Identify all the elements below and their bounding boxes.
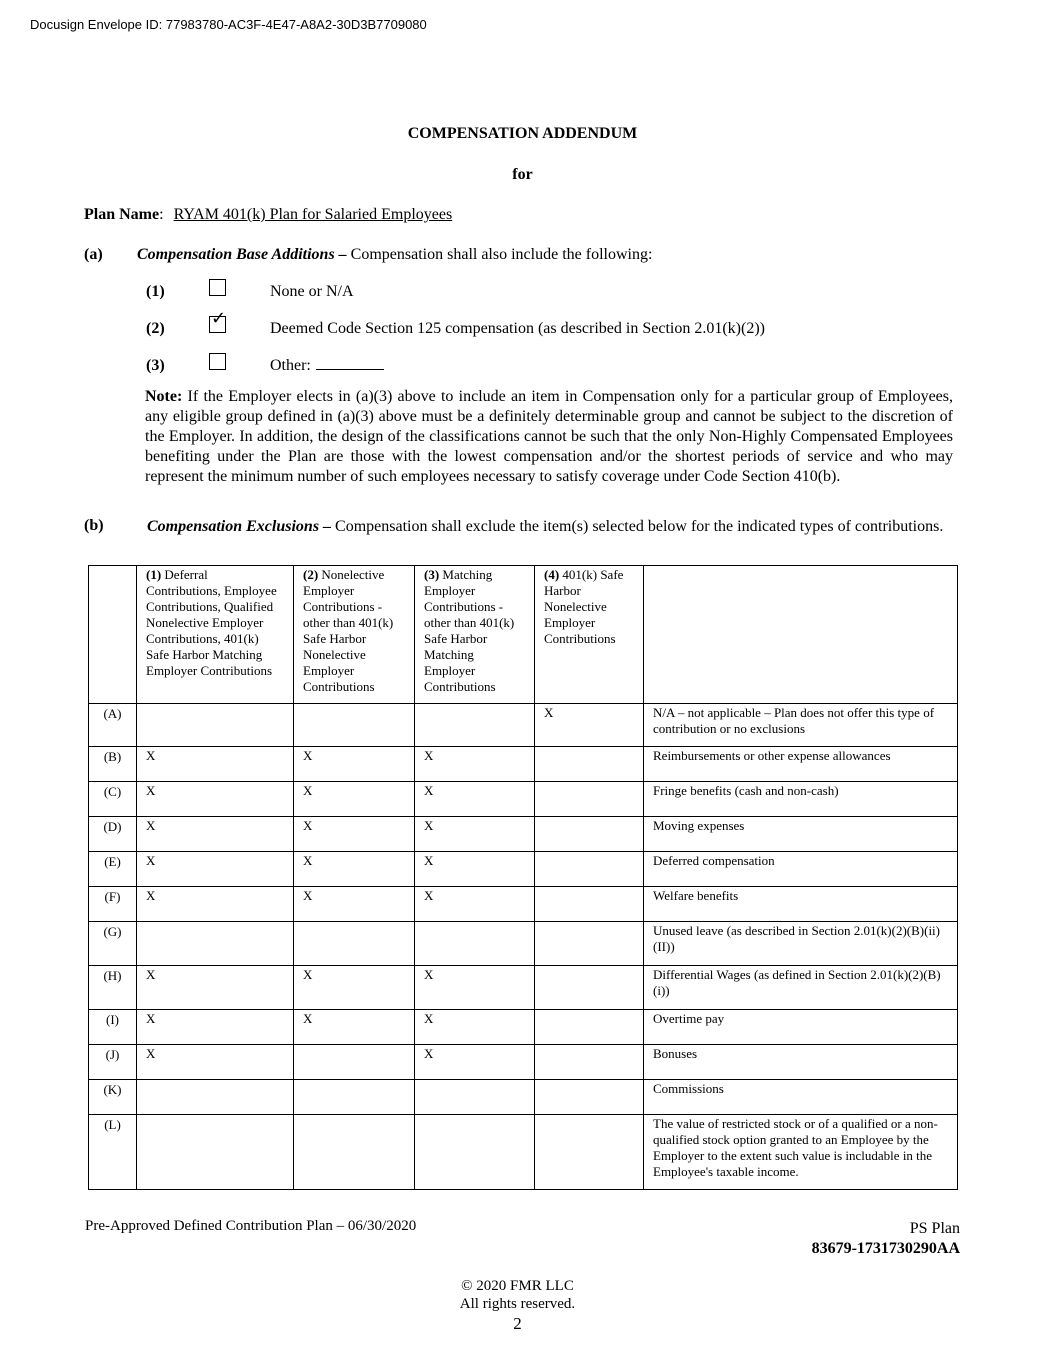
for-label: for	[512, 166, 533, 183]
section-a-text: Compensation shall also include the following:	[346, 246, 653, 263]
header-blank	[89, 566, 137, 704]
table-row	[89, 1045, 958, 1080]
cell-col-2: X	[294, 1010, 415, 1045]
cell-col-4	[535, 966, 644, 1010]
footer-plan-id	[812, 1219, 960, 1259]
option-1-number: (1)	[146, 283, 165, 300]
cell-col-3: X	[415, 747, 535, 782]
cell-col-2: X	[294, 782, 415, 817]
row-label: (L)	[89, 1115, 137, 1190]
cell-col-1	[137, 922, 294, 966]
cell-col-1	[137, 1115, 294, 1190]
cell-col-2: X	[294, 966, 415, 1010]
column-header-2: (2) Nonelective Employer Contributions - other than 401(k) Safe Harbor Nonelective Employer Contributions	[294, 566, 415, 704]
checkmark-icon: ✓	[211, 308, 227, 329]
table-header-row	[89, 566, 958, 704]
row-label: (G)	[89, 922, 137, 966]
section-b-heading: Compensation Exclusions –	[147, 518, 332, 535]
cell-col-1: X	[137, 1010, 294, 1045]
cell-col-3: X	[415, 852, 535, 887]
cell-col-1: X	[137, 887, 294, 922]
cell-col-4	[535, 1115, 644, 1190]
row-label: (H)	[89, 966, 137, 1010]
option-2-checkbox[interactable]	[209, 308, 227, 333]
row-label: (F)	[89, 887, 137, 922]
cell-col-3: X	[415, 1010, 535, 1045]
cell-col-2	[294, 1080, 415, 1115]
cell-col-3	[415, 1115, 535, 1190]
cell-col-3	[415, 704, 535, 747]
option-1-checkbox[interactable]	[209, 279, 226, 296]
row-label: (B)	[89, 747, 137, 782]
row-label: (I)	[89, 1010, 137, 1045]
copyright-block	[0, 1277, 1035, 1333]
table-row	[89, 817, 958, 852]
section-a-letter: (a)	[84, 246, 103, 263]
table-row	[89, 782, 958, 817]
cell-description: Deferred compensation	[644, 852, 958, 887]
cell-col-2	[294, 1045, 415, 1080]
option-1-text: None or N/A	[270, 283, 354, 300]
note-label: Note:	[145, 388, 183, 405]
cell-col-1: X	[137, 852, 294, 887]
table-row	[89, 922, 958, 966]
cell-col-3: X	[415, 1045, 535, 1080]
table-row	[89, 747, 958, 782]
cell-col-1: X	[137, 966, 294, 1010]
footer-ps-plan: PS Plan	[909, 1220, 960, 1237]
page-number: 2	[513, 1314, 522, 1333]
cell-col-3: X	[415, 966, 535, 1010]
row-label: (A)	[89, 704, 137, 747]
footer-plan-code: 83679-1731730290AA	[811, 1240, 960, 1257]
cell-col-4	[535, 817, 644, 852]
table-row	[89, 887, 958, 922]
cell-col-1: X	[137, 782, 294, 817]
cell-col-3	[415, 1080, 535, 1115]
table-row	[89, 1080, 958, 1115]
plan-name: Plan Name: RYAM 401(k) Plan for Salaried Employees	[84, 206, 453, 223]
cell-col-4	[535, 1080, 644, 1115]
cell-col-2: X	[294, 747, 415, 782]
cell-description: Overtime pay	[644, 1010, 958, 1045]
copyright: © 2020 FMR LLC	[461, 1278, 574, 1294]
cell-col-4: X	[535, 704, 644, 747]
column-header-4: (4) 401(k) Safe Harbor Nonelective Employer Contributions	[535, 566, 644, 704]
table-row	[89, 1115, 958, 1190]
cell-col-1	[137, 1080, 294, 1115]
header-description	[644, 566, 958, 704]
cell-description: Unused leave (as described in Section 2.01(k)(2)(B)(ii)(II))	[644, 922, 958, 966]
cell-col-4	[535, 747, 644, 782]
section-b-text: Compensation shall exclude the item(s) selected below for the indicated types of contributions.	[331, 518, 944, 535]
option-2-text: Deemed Code Section 125 compensation (as described in Section 2.01(k)(2))	[270, 320, 765, 337]
column-header-3: (3) Matching Employer Contributions - other than 401(k) Safe Harbor Matching Employer Contributions	[415, 566, 535, 704]
plan-name-label: Plan Name	[84, 206, 160, 223]
cell-col-1: X	[137, 817, 294, 852]
table-row	[89, 966, 958, 1010]
column-header-1: (1) Deferral Contributions, Employee Contributions, Qualified Nonelective Employer Contributions, 401(k) Safe Harbor Matching Employer Contributions	[137, 566, 294, 704]
table-row	[89, 704, 958, 747]
cell-description: Bonuses	[644, 1045, 958, 1080]
cell-description: Fringe benefits (cash and non-cash)	[644, 782, 958, 817]
cell-col-4	[535, 922, 644, 966]
section-b	[147, 517, 963, 537]
cell-description: Reimbursements or other expense allowances	[644, 747, 958, 782]
table-row	[89, 852, 958, 887]
cell-col-1: X	[137, 1045, 294, 1080]
other-blank-field[interactable]	[316, 369, 384, 370]
row-label: (K)	[89, 1080, 137, 1115]
section-a-heading: Compensation Base Additions –	[137, 246, 347, 263]
option-2-number: (2)	[146, 320, 165, 337]
cell-col-4	[535, 852, 644, 887]
cell-col-3: X	[415, 887, 535, 922]
note-paragraph	[145, 387, 953, 487]
document-title: COMPENSATION ADDENDUM	[407, 125, 638, 142]
cell-col-2	[294, 1115, 415, 1190]
cell-col-2	[294, 704, 415, 747]
cell-description: Commissions	[644, 1080, 958, 1115]
cell-description: N/A – not applicable – Plan does not offer this type of contribution or no exclusions	[644, 704, 958, 747]
cell-col-4	[535, 1045, 644, 1080]
table-row	[89, 1010, 958, 1045]
option-3-text: Other:	[270, 357, 311, 374]
cell-col-2	[294, 922, 415, 966]
row-label: (D)	[89, 817, 137, 852]
cell-description: Differential Wages (as defined in Section 2.01(k)(2)(B)(i))	[644, 966, 958, 1010]
cell-description: Moving expenses	[644, 817, 958, 852]
row-label: (J)	[89, 1045, 137, 1080]
cell-col-4	[535, 1010, 644, 1045]
exclusions-table	[88, 565, 958, 1190]
cell-col-1	[137, 704, 294, 747]
rights-reserved: All rights reserved.	[459, 1296, 576, 1312]
cell-col-3: X	[415, 817, 535, 852]
footer-plan-type: Pre-Approved Defined Contribution Plan – 06/30/2020	[85, 1218, 417, 1234]
plan-name-value: RYAM 401(k) Plan for Salaried Employees	[173, 206, 453, 223]
envelope-id: Docusign Envelope ID: 77983780-AC3F-4E47-A8A2-30D3B7709080	[30, 17, 427, 32]
cell-col-3: X	[415, 782, 535, 817]
cell-col-2: X	[294, 887, 415, 922]
note-text: If the Employer elects in (a)(3) above to include an item in Compensation only for a particular group of Employees, any eligible group defined in (a)(3) above must be a definitely determinable group and cannot be subject to the discretion of the Employer. In addition, the design of the classifications cannot be such that the only Non-Highly Compensated Employees benefiting under the Plan are those with the lowest compensation and/or the shortest periods of service and who may represent the minimum number of such employees necessary to satisfy coverage under Code Section 410(b).	[145, 388, 953, 485]
option-3-number: (3)	[146, 357, 165, 374]
cell-description: Welfare benefits	[644, 887, 958, 922]
cell-col-2: X	[294, 817, 415, 852]
row-label: (E)	[89, 852, 137, 887]
section-b-letter-text: (b)	[84, 517, 104, 534]
option-3-checkbox[interactable]	[209, 353, 226, 370]
cell-col-1: X	[137, 747, 294, 782]
cell-col-4	[535, 887, 644, 922]
row-label: (C)	[89, 782, 137, 817]
cell-col-4	[535, 782, 644, 817]
cell-col-2: X	[294, 852, 415, 887]
cell-description: The value of restricted stock or of a qualified or a non-qualified stock option granted to an Employee by the Employer to the extent such value is includable in the Employee's taxable income.	[644, 1115, 958, 1190]
cell-col-3	[415, 922, 535, 966]
